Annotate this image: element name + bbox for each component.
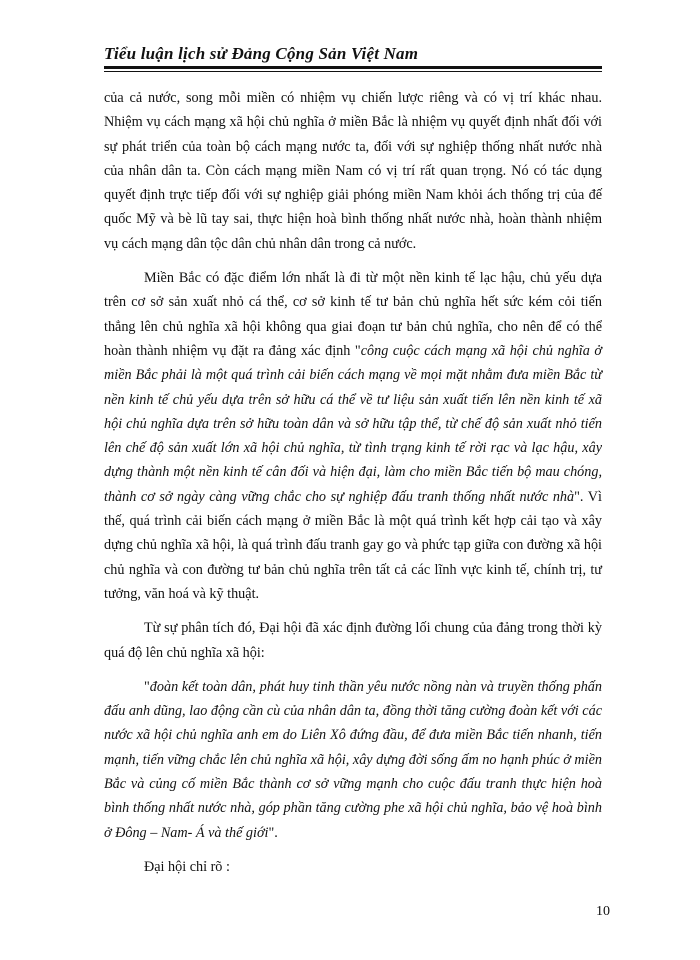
paragraph-4-quote: đoàn kết toàn dân, phát huy tinh thần yêu nước nồng nàn và truyền thống phấn đấu anh dũng, lao động cần cù của nhân dân ta, đồng thời tăng cường đoàn kết với các nước xã hội chủ nghĩa anh em do Liên Xô đứng đầu, để đưa miền Bắc tiến nhanh, tiến mạnh, tiến vững chắc lên chủ nghĩa xã hội, xây dựng đời sống ấm no hạnh phúc ở miền Bắc và củng cố miền Bắc thành cơ sở vững mạnh cho cuộc đấu tranh thực hiện hoà bình thống nhất nước nhà, góp phần tăng cường phe xã hội chủ nghĩa, bảo vệ hoà bình ở Đông – Nam- Á và thế giới <box>104 678 602 841</box>
header-rule-thin <box>104 71 602 72</box>
quote-close: ". <box>268 824 278 841</box>
header-rule-thick <box>104 66 602 69</box>
header-title: Tiểu luận lịch sử Đảng Cộng Sản Việt Nam <box>104 44 419 63</box>
paragraph-1: của cả nước, song mỗi miền có nhiệm vụ chiến lược riêng và có vị trí khác nhau. Nhiệm vụ cách mạng xã hội chủ nghĩa ở miền Bắc là nhiệm vụ quyết định nhất đối với sự phát triển của toàn bộ cách mạng nước ta, đối với sự nghiệp thống nhất nước nhà của nhân dân ta. Còn cách mạng miền Nam có vị trí rất quan trọng. Nó có tác dụng quyết định trực tiếp đối với sự nghiệp giải phóng miền Nam khỏi ách thống trị của đế quốc Mỹ và bè lũ tay sai, thực hiện hoà bình thống nhất nước nhà, hoàn thành nhiệm vụ cách mạng dân tộc dân chủ nhân dân trong cả nước. <box>104 90 602 252</box>
quote-open: " <box>144 678 150 695</box>
paragraph-2-quote: công cuộc cách mạng xã hội chủ nghĩa ở miền Bắc phải là một quá trình cải biến cách mạng về mọi mặt nhằm đưa miền Bắc từ nền kinh tế chủ yếu dựa trên sở hữu cá thể về tư liệu sản xuất tiến lên nền kinh tế xã hội chủ nghĩa dựa trên sở hữu toàn dân và sở hữu tập thể, từ chế độ sản xuất nhỏ tiến lên chế độ sản xuất lớn xã hội chủ nghĩa, từ tình trạng kinh tế rời rạc và lạc hậu, xây dựng thành một nền kinh tế cân đối và hiện đại, làm cho miền Bắc tiến bộ mau chóng, thành cơ sở ngày càng vững chắc cho sự nghiệp đấu tranh thống nhất nước nhà <box>104 342 602 505</box>
document-body <box>104 86 602 879</box>
paragraph-2-start: Miền Bắc có đặc điểm lớn nhất là đi từ một nền kinh tế lạc hậu, chủ yếu dựa trên cơ sở sản xuất nhỏ cá thể, cơ sở kinh tế tư bản chủ nghĩa hết sức kém cỏi tiến thẳng lên chủ nghĩa xã hội không qua giai đoạn tư bản chủ nghĩa, cho nên để có thể hoàn thành nhiệm vụ đặt ra đảng xác định " <box>104 270 602 359</box>
paragraph-2 <box>104 266 602 606</box>
paragraph-4-quote-block <box>104 675 602 845</box>
page-number: 10 <box>596 904 610 919</box>
paragraph-3: Từ sự phân tích đó, Đại hội đã xác định đường lối chung của đảng trong thời kỳ quá độ lên chủ nghĩa xã hội: <box>104 620 602 661</box>
paragraph-2-end: ". Vì thế, quá trình cải biến cách mạng ở miền Bắc là một quá trình kết hợp cải tạo và xây dựng chủ nghĩa xã hội, là quá trình đấu tranh gay go và phức tạp giữa con đường xã hội chủ nghĩa và con đường tư bản chủ nghĩa trên tất cả các lĩnh vực kinh tế, chính trị, tư tưởng, văn hoá và kỹ thuật. <box>104 488 602 602</box>
paragraph-5: Đại hội chỉ rõ : <box>144 858 230 875</box>
